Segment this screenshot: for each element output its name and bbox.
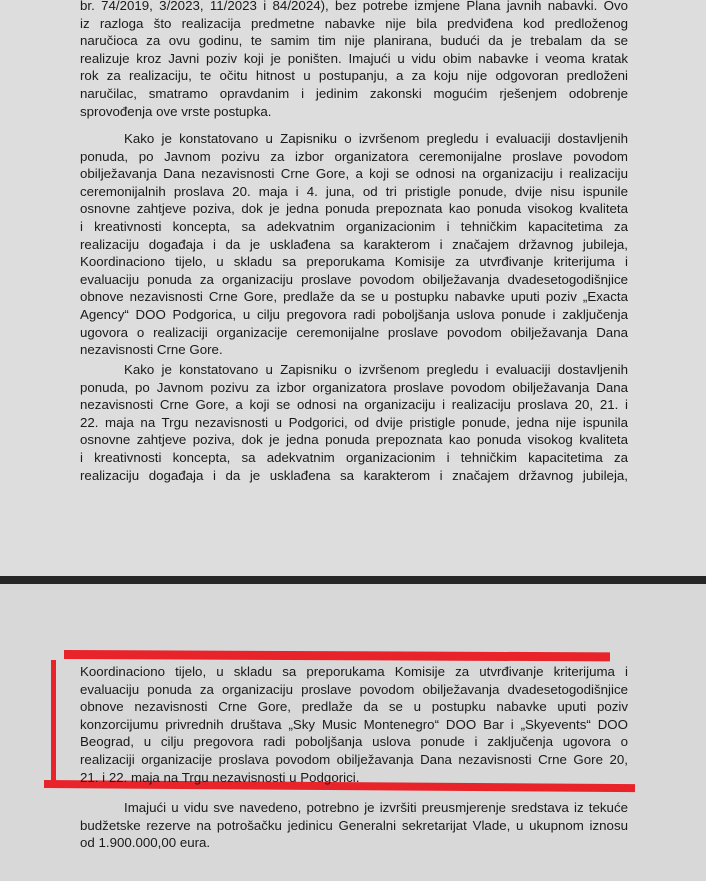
text-line: Koordinaciono tijelo, u skladu sa preporukama Komisije za utvrđivanje kriterijuma i [80,254,628,270]
paragraph-trg-nezavisnosti [80,361,628,484]
text-line: osnovne zahtjeve poziva, dok je jedna ponuda prepoznata kao ponuda visokog kvaliteta [80,432,628,448]
text-line: Beograd, u cilju pregovora radi poboljšanja uslova ponude i zaključenja ugovora o [80,734,628,750]
text-line: obilježavanja Dana nezavisnosti Crne Gore, a koji se odnosi na organizaciju i realizaciju [80,166,628,182]
text-line: i kreativnosti koncepta, sa adekvatnim organizacionim i tehničkim kapacitetima za [80,449,628,465]
text-line: Kako je konstatovano u Zapisniku o izvršenom pregledu i evaluaciji dostavljenih [124,362,628,377]
text-line: realizuje kroz Javni poziv koji je poništen. Imajući u vidu obim nabavke i veoma kratak [80,50,628,66]
text-line: ceremonijalnih proslava 20. maja i 4. juna, od tri pristigle ponude, dvije nisu ispunile [80,183,628,199]
paragraph-exacta-agency [80,130,628,359]
text-line: i kreativnosti koncepta, sa adekvatnim organizacionim i tehničkim kapacitetima za [80,218,628,234]
text-line: sprovođenja ove vrste postupka. [80,103,272,119]
text-line: realizaciju događaja i da je usklađena sa karakterom i značajem državnog jubileja, [80,467,628,483]
red-highlight-marker-left [51,660,56,782]
text-line: realizaciju događaja i da je usklađena sa karakterom i značajem državnog jubileja, [80,236,628,252]
text-line: ugovora o realizaciji organizacije ceremonijalne proslave povodom obilježavanja Dana [80,324,628,340]
text-line: evaluaciju ponuda za organizaciju proslave povodom obilježavanja dvadesetogodišnjice [80,681,628,697]
text-line: od 1.900.000,00 eura. [80,835,211,851]
text-line: ponuda, po Javnom pozivu za izbor organizatora proslave povodom obilježavanja Dana [80,379,628,395]
text-line: osnovne zahtjeve poziva, dok je jedna ponuda prepoznata kao ponuda visokog kvaliteta [80,201,628,217]
text-line: budžetske rezerve na potrošačku jedinicu Generalni sekretarijat Vlade, u ukupnom iznosu [80,817,628,833]
text-line: 22. maja na Trgu nezavisnosti u Podgorici, od dvije pristigle ponude, jedna nije ispunila [80,414,628,430]
text-line: 21. i 22. maja na Trgu nezavisnosti u Podgorici. [80,769,360,785]
text-line: rok za realizaciju, te očitu hitnost u postupanju, a za koju nije odgovoran predloženi [80,68,628,84]
text-line: obnove nezavisnosti Crne Gore, predlaže da se u postupku nabavke uputi poziv [80,699,628,715]
text-line: Kako je konstatovano u Zapisniku o izvršenom pregledu i evaluaciji dostavljenih [124,131,628,146]
text-line: obnove nezavisnosti Crne Gore, predlaže da se u postupku nabavke uputi poziv „Exacta [80,289,628,305]
highlighted-paragraph-sky-music [80,663,628,786]
text-line: Agency“ DOO Podgorica, u cilju pregovora radi poboljšanja uslova ponude i zaključenja [80,306,628,322]
page-divider [0,576,706,584]
text-line: naručioca za ovu godinu, te samim tim nije planirana, budući da je trebalam da se [80,33,628,49]
text-line: evaluaciju ponuda za organizaciju proslave povodom obilježavanja dvadesetogodišnjice [80,271,628,287]
text-line: realizaciji organizacije proslava povodom obilježavanja Dana nezavisnosti Crne Gore 20, [80,751,628,767]
text-line: konzorcijumu privrednih društava „Sky Music Montenegro“ DOO Bar i „Skyevents“ DOO [80,716,628,732]
text-line: nezavisnosti Crne Gore, a koji se odnosi na organizaciju i realizaciju proslava 20, 21. i [80,397,628,413]
text-line: ponuda, po Javnom pozivu za izbor organizatora ceremonijalne proslave povodom [80,148,628,164]
text-line: nezavisnosti Crne Gore. [80,342,223,358]
text-line: naručilac, smatramo opravdanim i jedinim zakonski mogućim rješenjem odobrenje [80,85,628,101]
text-line: Imajući u vidu sve navedeno, potrebno je izvršiti preusmjerenje sredstava iz tekuće [124,800,628,815]
text-line: iz razloga što realizacija predmetne nabavke nije bila predviđena kod predloženog [80,15,628,31]
text-line: Koordinaciono tijelo, u skladu sa preporukama Komisije za utvrđivanje kriterijuma i [80,664,628,679]
closing-paragraph [80,799,628,852]
intro-paragraph [80,0,628,120]
text-line: br. 74/2019, 3/2023, 11/2023 i 84/2024), bez potrebe izmjene Plana javnih nabavki. Ovo [80,0,628,13]
